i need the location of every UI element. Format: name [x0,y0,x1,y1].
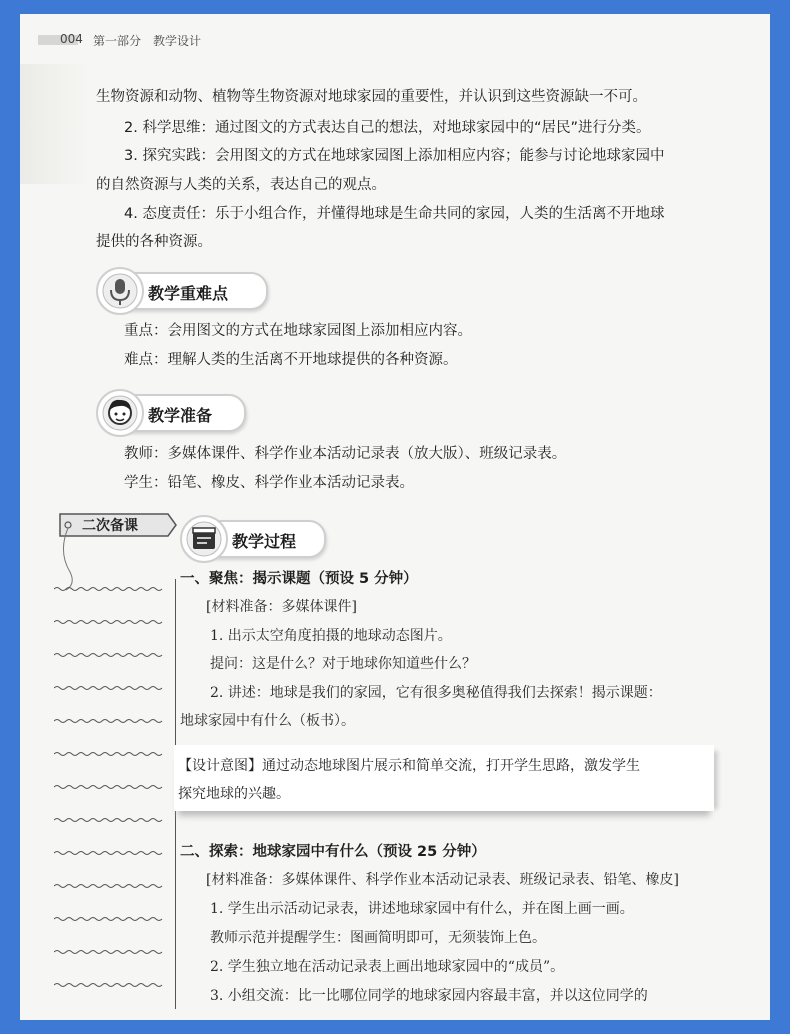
second-prep-tag [58,512,178,538]
design-intent-box [174,745,714,811]
key-points-title: 教学重难点 [148,284,229,303]
student-face-icon [96,389,144,437]
goal-line: 4. 态度责任：乐于小组合作，并懂得地球是生命共同的家园，人类的生活离不开地球 [124,206,665,222]
book-page [20,14,770,1020]
microphone-icon [96,267,144,315]
note-lines [54,569,164,1009]
focus-text: 重点：会用图文的方式在地球家园图上添加相应内容。 [124,323,472,339]
section-1-title: 一、聚焦：揭示课题（预设 5 分钟） [180,571,418,587]
student-materials: 学生：铅笔、橡皮、科学作业本活动记录表。 [124,475,414,491]
difficulty-text: 难点：理解人类的生活离不开地球提供的各种资源。 [124,352,458,368]
scan-shadow [20,64,90,184]
goal-line: 的自然资源与人类的关系，表达自己的观点。 [96,177,386,193]
section-1-line: 2. 讲述：地球是我们的家园，它有很多奥秘值得我们去探索！揭示课题： [210,685,662,701]
section-title: 第一部分 教学设计 [93,34,202,48]
section-1-line: 地球家园中有什么（板书）。 [180,713,355,729]
process-heading [182,520,326,558]
goal-line: 2. 科学思维：通过图文的方式表达自己的想法，对地球家园中的“居民”进行分类。 [124,120,651,136]
section-2-line: 3. 小组交流：比一比哪位同学的地球家园内容最丰富，并以这位同学的 [210,988,648,1004]
second-prep-label: 二次备课 [82,518,138,534]
goal-line: 提供的各种资源。 [96,234,212,250]
section-2-line: 教师示范并提醒学生：图画简明即可，无须装饰上色。 [210,930,546,946]
clapperboard-icon [180,515,228,563]
key-points-heading [98,272,268,310]
section-2-line: 1. 学生出示活动记录表，讲述地球家园中有什么，并在图上画一画。 [210,901,634,917]
page-number: 004 [60,32,83,46]
section-1-line: 1. 出示太空角度拍摄的地球动态图片。 [210,628,452,644]
goal-line: 3. 探究实践：会用图文的方式在地球家园图上添加相应内容；能参与讨论地球家园中 [124,148,665,164]
section-2-title: 二、探索：地球家园中有什么（预设 25 分钟） [180,844,486,860]
section-1-materials: [材料准备：多媒体课件] [206,599,357,615]
teacher-materials: 教师：多媒体课件、科学作业本活动记录表（放大版）、班级记录表。 [124,446,567,462]
process-title: 教学过程 [232,532,297,551]
section-2-line: 2. 学生独立地在活动记录表上画出地球家园中的“成员”。 [210,959,565,975]
design-intent-line: 【设计意图】通过动态地球图片展示和简单交流，打开学生思路，激发学生 [178,758,640,774]
preparation-heading [98,394,246,432]
goal-line: 生物资源和动物、植物等生物资源对地球家园的重要性，并认识到这些资源缺一不可。 [96,89,647,105]
section-2-materials: [材料准备：多媒体课件、科学作业本活动记录表、班级记录表、铅笔、橡皮] [206,872,679,888]
preparation-title: 教学准备 [148,406,213,425]
section-1-line: 提问：这是什么？对于地球你知道些什么？ [210,656,476,672]
design-intent-line: 探究地球的兴趣。 [178,786,290,802]
